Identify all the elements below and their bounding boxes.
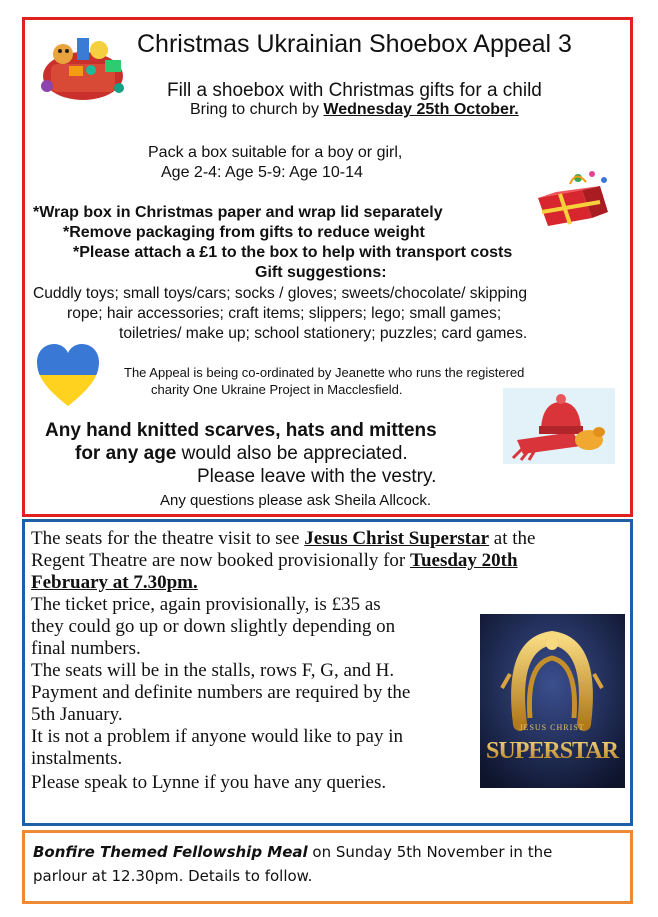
any-age-text: for any age: [75, 443, 177, 464]
questions-line: Any questions please ask Sheila Allcock.: [160, 492, 431, 509]
fill-shoebox-line: Fill a shoebox with Christmas gifts for a child: [167, 80, 542, 101]
theatre-intro: The seats for the theatre visit to see: [31, 528, 305, 549]
theatre-body-line: Payment and definite numbers are required by the: [31, 682, 411, 703]
age-groups-line: Age 2-4: Age 5-9: Age 10-14: [161, 164, 363, 181]
knitted-items-heading: Any hand knitted scarves, hats and mittens: [45, 420, 437, 441]
theatre-body-line: final numbers.: [31, 638, 141, 659]
theatre-intro-suffix: at the: [489, 528, 536, 549]
ukraine-heart-icon: [35, 342, 101, 410]
appeal-title: Christmas Ukrainian Shoebox Appeal 3: [137, 30, 572, 58]
show-date-part2: February at 7.30pm.: [31, 572, 198, 593]
theatre-line-3: [31, 572, 198, 594]
knitted-hat-scarf-image: [503, 388, 615, 464]
gift-line: rope; hair accessories; craft items; slippers; lego; small games;: [67, 305, 502, 322]
event-name: Bonfire Themed Fellowship Meal: [33, 843, 308, 861]
gift-suggestions-heading: Gift suggestions:: [255, 264, 387, 281]
gift-line: Cuddly toys; small toys/cars; socks / gloves; sweets/chocolate/ skipping: [33, 285, 528, 302]
shoebox-appeal-section: [22, 17, 633, 517]
charity-line: charity One Ukraine Project in Macclesfield.: [151, 382, 403, 397]
knitted-items-line: [75, 443, 408, 465]
gift-box-image: [530, 168, 614, 228]
theatre-visit-section: [22, 519, 633, 826]
vestry-line: Please leave with the vestry.: [197, 466, 437, 487]
gift-line: toiletries/ make up; school stationery; puzzles; card games.: [119, 325, 528, 342]
venue-text: Regent Theatre are now booked provisionally for: [31, 550, 411, 571]
poster-small-title: JESUS CHRIST: [519, 723, 585, 732]
show-name: Jesus Christ Superstar: [304, 528, 490, 549]
toys-image: [33, 24, 133, 108]
theatre-body-line: instalments.: [31, 748, 123, 769]
instruction-wrap: *Wrap box in Christmas paper and wrap lid separately: [33, 204, 443, 221]
bonfire-line-1: [33, 840, 552, 864]
instruction-transport: *Please attach a £1 to the box to help with transport costs: [73, 244, 513, 261]
bring-prefix: Bring to church by: [190, 101, 324, 118]
theatre-body-line: they could go up or down slightly depending on: [31, 616, 396, 637]
poster-big-title: SUPERSTAR: [486, 738, 618, 764]
pack-box-line: Pack a box suitable for a boy or girl,: [148, 144, 403, 161]
coordinator-line: The Appeal is being co-ordinated by Jeanette who runs the registered: [124, 365, 525, 380]
theatre-body-line: Please speak to Lynne if you have any queries.: [31, 772, 387, 793]
event-date-text: on Sunday 5th November in the: [307, 843, 553, 861]
bonfire-line-2: parlour at 12.30pm. Details to follow.: [33, 867, 313, 885]
appreciated-text: would also be appreciated.: [176, 443, 408, 464]
theatre-body-line: The ticket price, again provisionally, is £35 as: [31, 594, 381, 615]
theatre-body-line: It is not a problem if anyone would like to pay in: [31, 726, 404, 747]
theatre-body-line: The seats will be in the stalls, rows F, G, and H.: [31, 660, 395, 681]
superstar-poster-image: [480, 614, 625, 788]
theatre-line-2: [31, 550, 518, 572]
show-date-part1: Tuesday 20th: [410, 550, 518, 571]
bring-to-church-line: [190, 101, 519, 119]
theatre-line-1: [31, 528, 535, 550]
deadline-date: Wednesday 25th October.: [323, 101, 519, 118]
instruction-packaging: *Remove packaging from gifts to reduce weight: [63, 224, 425, 241]
theatre-body-line: 5th January.: [31, 704, 123, 725]
bonfire-meal-section: [22, 830, 633, 904]
